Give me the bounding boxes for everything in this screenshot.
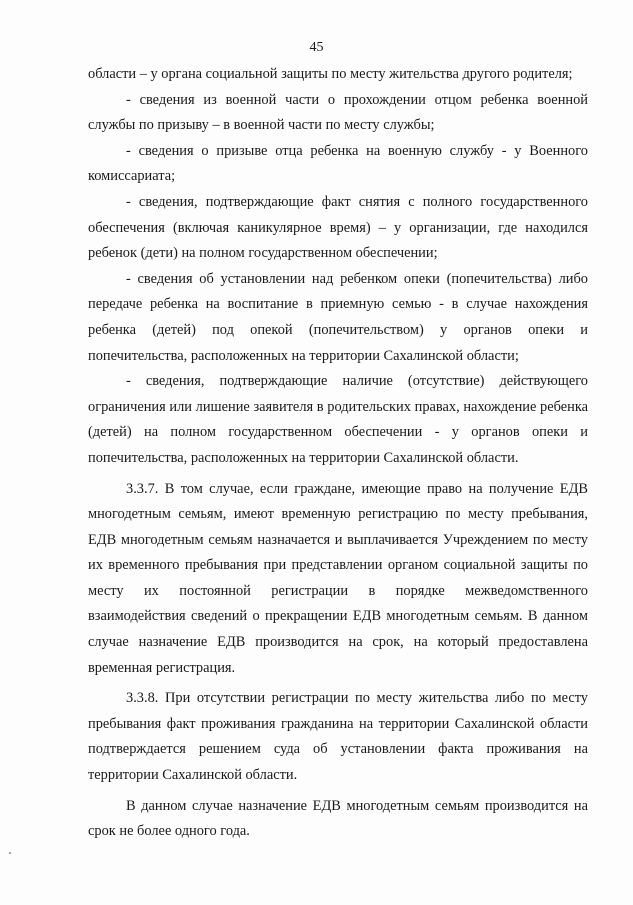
paragraph-military-service-info: - сведения из военной части о прохождении отцом ребенка военной службы по призыву – в военной части по месту службы; [88, 91, 588, 134]
document-body [88, 62, 588, 845]
paragraph-clause-3-3-8: 3.3.8. При отсутствии регистрации по месту жительства либо по месту пребывания факт проживания гражданина на территории Сахалинской области подтверждается решением суда об установлении факта проживания на территории Сахалинской области. [88, 690, 588, 784]
paragraph-conscription-info: - сведения о призыве отца ребенка на военную службу - у Военного комиссариата; [88, 142, 588, 185]
paragraph-continuation: области – у органа социальной защиты по месту жительства другого родителя; [88, 66, 573, 82]
paragraph-guardianship-info: - сведения об установлении над ребенком опеки (попечительства) либо передаче ребенка на воспитание в приемную семью - в случае нахождения ребенка (детей) под опекой (попечительством) у органов опеки и попечительства, расположенных на территории Сахалинской области; [88, 270, 588, 364]
paragraph-term-limit: В данном случае назначение ЕДВ многодетным семьям производится на срок не более одного года. [88, 797, 588, 840]
paragraph-parental-rights-info: - сведения, подтверждающие наличие (отсутствие) действующего ограничения или лишение заявителя в родительских правах, нахождение ребенка (детей) на полном государственном обеспечении - у органов опеки и попечительства, расположенных на территории Сахалинской области. [88, 373, 588, 466]
scan-speck [9, 852, 11, 854]
page-number: 45 [309, 40, 324, 55]
paragraph-clause-3-3-7: 3.3.7. В том случае, если граждане, имеющие право на получение ЕДВ многодетным семьям, имеют временную регистрацию по месту пребывания, ЕДВ многодетным семьям назначается и выплачивается Учреждением по месту их временного пребывания при представлении органом социальной защиты по месту их постоянной регистрации в порядке межведомственного взаимодействия сведений о прекращении ЕДВ многодетным семьям. В данном случае назначение ЕДВ производится на срок, на который предоставлена временная регистрация. [88, 480, 588, 676]
paragraph-state-support-removal: - сведения, подтверждающие факт снятия с полного государственного обеспечения (включая каникулярное время) – у организации, где находился ребенок (дети) на полном государственном обеспечении; [88, 193, 588, 262]
